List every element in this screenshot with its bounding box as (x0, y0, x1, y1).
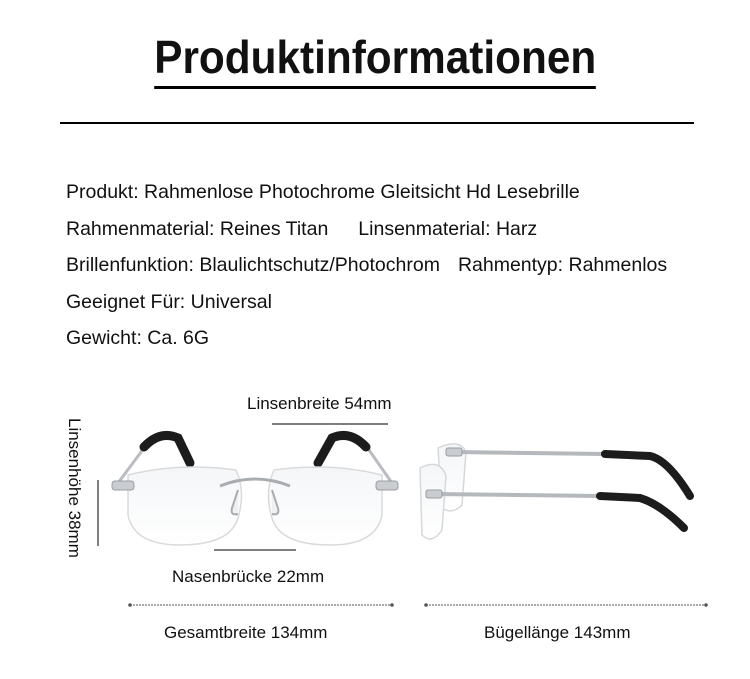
info-frame-type: Rahmentyp: Rahmenlos (457, 254, 668, 276)
temple-length-line (424, 603, 708, 607)
front-left-hinge (112, 481, 134, 490)
front-left-earpiece (144, 435, 190, 463)
info-function: Brillenfunktion: Blaulichtschutz/Photochrom (66, 254, 440, 276)
page-title: Produktinformationen (154, 30, 596, 89)
side-lower-earpiece (600, 496, 684, 528)
total-width-label: Gesamtbreite 134mm (164, 623, 328, 642)
info-weight: Gewicht: Ca. 6G (66, 327, 210, 349)
total-width-line (128, 603, 394, 607)
side-lower-temple (432, 494, 600, 496)
front-right-earpiece (318, 435, 366, 463)
temple-length-label: Bügellänge 143mm (484, 623, 631, 642)
lens-height-label: Linsenhöhe 38mm (65, 418, 84, 558)
info-product: Produkt: Rahmenlose Photochrome Gleitsicht Hd Lesebrille (66, 181, 580, 203)
info-lens-material: Linsenmaterial: Harz (358, 217, 538, 240)
side-upper-earpiece (605, 454, 690, 496)
front-right-lens (268, 467, 382, 545)
glasses-front-view (112, 435, 398, 545)
lens-width-label: Linsenbreite 54mm (247, 394, 392, 413)
front-right-hinge (376, 481, 398, 490)
info-frame-material: Rahmenmaterial: Reines Titan (66, 217, 329, 240)
side-front-lens (420, 464, 446, 539)
side-hinge-upper (446, 448, 462, 456)
nose-bridge-label: Nasenbrücke 22mm (172, 567, 325, 586)
info-suitable-for: Geeignet Für: Universal (66, 290, 272, 313)
side-hinge-lower (426, 490, 442, 498)
glasses-side-view (420, 444, 690, 539)
front-left-lens (128, 467, 242, 545)
side-upper-temple (452, 452, 605, 454)
